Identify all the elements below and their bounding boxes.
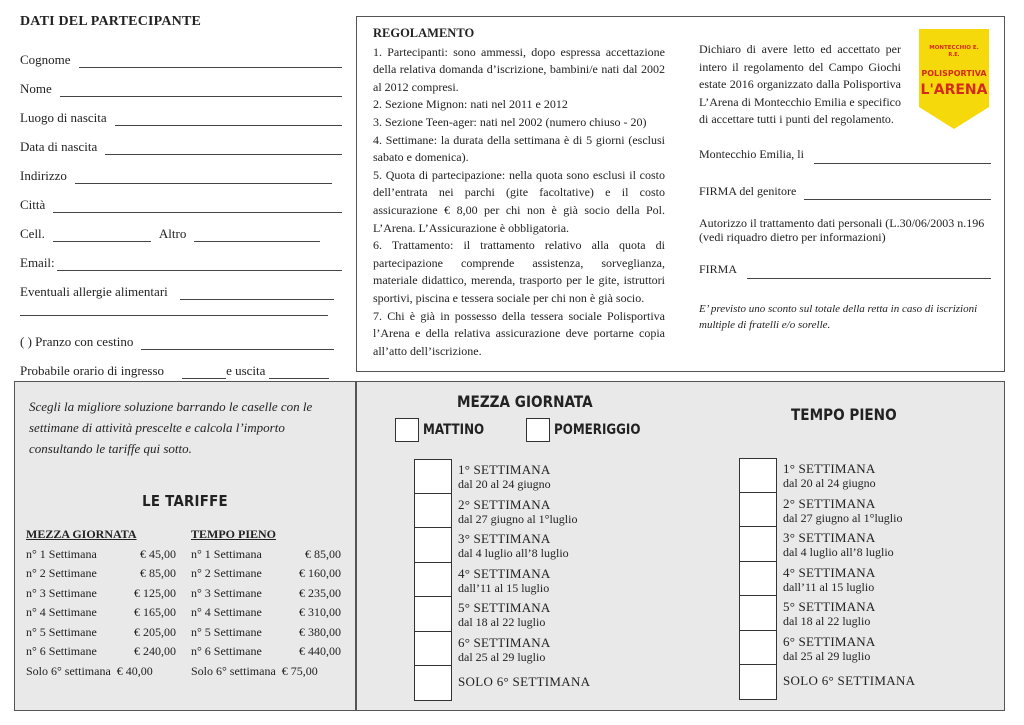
tariff-row	[191, 547, 341, 567]
tariff-label: n° 6 Settimane	[191, 644, 262, 658]
week-checkbox[interactable]	[414, 666, 452, 701]
allergie-label: Eventuali allergie alimentari	[20, 284, 168, 299]
tariff-label: n° 5 Settimane	[191, 624, 262, 639]
week-name: 1° SETTIMANA	[458, 462, 551, 477]
data-nascita-line[interactable]	[105, 143, 342, 155]
logo-middle-text: POLISPORTIVA	[921, 69, 987, 78]
tariff-price: € 85,00	[305, 546, 341, 561]
week-name: 4° SETTIMANA	[783, 564, 876, 580]
week-checkbox[interactable]	[739, 631, 777, 666]
week-name: 5° SETTIMANA	[458, 600, 551, 615]
week-option[interactable]	[414, 563, 590, 598]
orario-label: Probabile orario di ingresso	[20, 363, 165, 378]
tariff-row	[191, 605, 341, 625]
week-dates: dal 25 al 29 luglio	[458, 649, 546, 664]
tariff-price: € 75,00	[281, 663, 318, 678]
tariff-row	[26, 605, 176, 625]
tariff-row	[26, 664, 176, 684]
week-checkbox[interactable]	[739, 493, 777, 528]
pomeriggio-checkbox[interactable]	[526, 418, 550, 442]
participant-title: DATI DEL PARTECIPANTE	[20, 14, 202, 29]
citta-line[interactable]	[53, 201, 342, 213]
tariff-price: € 125,00	[134, 585, 176, 600]
tariff-row	[191, 644, 341, 664]
regolamento-column	[373, 25, 665, 360]
regolamento-item-2: 2. Sezione Mignon: nati nel 2011 e 2012	[373, 97, 568, 112]
cell-label: Cell.	[20, 226, 45, 241]
tariff-price: € 235,00	[299, 585, 341, 600]
luogo-nascita-line[interactable]	[115, 114, 342, 126]
week-checkbox[interactable]	[414, 563, 452, 598]
week-dates: dal 4 luglio all’8 luglio	[458, 546, 569, 560]
tariff-price: € 240,00	[134, 644, 176, 658]
pomeriggio-option[interactable]	[526, 418, 656, 442]
week-option[interactable]	[739, 527, 915, 562]
mezza-weeks-column	[414, 459, 590, 701]
citta-field[interactable]	[20, 184, 342, 213]
regolamento-item-5: 5. Quota di partecipazione: nella quota sono esclusi il costo dell’entrata nei parchi (gite facoltative) e il costo assicurazione € 8,00 per chi non è già socio della Pol. L’Arena. L’Assicurazione è obbligatoria.	[373, 167, 665, 235]
luogo-data-line[interactable]	[814, 153, 991, 164]
tariff-row	[191, 586, 341, 606]
week-option[interactable]	[414, 597, 590, 632]
sconto-note: E’ previsto uno sconto sul totale della retta in caso di iscrizioni multiple di fratelli e/o sorelle.	[699, 302, 978, 331]
indirizzo-line[interactable]	[75, 172, 332, 184]
week-option[interactable]	[739, 562, 915, 597]
mezza-tariffs-header: MEZZA GIORNATA	[26, 527, 137, 541]
data-nascita-label: Data di nascita	[20, 139, 98, 154]
tariff-price: € 40,00	[116, 663, 153, 678]
week-name: 3° SETTIMANA	[783, 530, 876, 545]
regolamento-box	[356, 16, 1005, 372]
nome-label: Nome	[20, 81, 52, 96]
regolamento-item-7: 7. Chi è già in possesso della tessera sociale Polisportiva l’Arena e della relativa assicurazione deve portarne copia all’atto dell’iscrizione.	[373, 308, 665, 358]
tariff-label: Solo 6° settimana	[191, 663, 276, 678]
tariff-price: € 310,00	[299, 605, 341, 619]
tariff-row	[191, 625, 341, 645]
luogo-data-row[interactable]	[699, 146, 991, 164]
week-name: 1° SETTIMANA	[783, 461, 876, 476]
pieno-tariffs-column	[191, 527, 341, 683]
cognome-label: Cognome	[20, 52, 71, 67]
week-checkbox[interactable]	[414, 459, 452, 494]
luogo-nascita-label: Luogo di nascita	[20, 110, 107, 125]
tariff-label: n° 5 Settimane	[26, 624, 97, 639]
tariff-label: n° 2 Settimane	[191, 566, 262, 580]
week-option[interactable]	[414, 494, 590, 529]
tariff-price: € 165,00	[134, 605, 176, 619]
tariff-row	[26, 644, 176, 664]
citta-label: Città	[20, 197, 46, 212]
week-option[interactable]	[739, 631, 915, 666]
altro-line[interactable]	[194, 230, 320, 242]
tariff-row	[26, 625, 176, 645]
allergie-field[interactable]	[20, 271, 342, 300]
mattino-label: MATTINO	[423, 422, 485, 438]
regolamento-item-1: 1. Partecipanti: sono ammessi, dopo espressa accettazione della relativa domanda d’iscrizione, bambini/e nati dal 2002 al 2012 compresi.	[373, 44, 665, 94]
autorizzo-text: Autorizzo il trattamento dati personali (L.30/06/2003 n.196 (vedi riquadro dietro per informazioni)	[699, 216, 985, 245]
orario-ingresso-line[interactable]	[182, 367, 226, 379]
week-option[interactable]	[414, 528, 590, 563]
week-name: 2° SETTIMANA	[783, 495, 876, 511]
orario-uscita-line[interactable]	[269, 367, 329, 379]
week-dates: dal 27 giugno al 1°luglio	[783, 510, 903, 525]
tariff-label: n° 1 Settimana	[191, 546, 262, 561]
week-name: 4° SETTIMANA	[458, 565, 551, 581]
week-dates: dall’11 al 15 luglio	[458, 580, 550, 595]
tempo-pieno-title: TEMPO PIENO	[791, 405, 897, 424]
polisportiva-arena-logo	[917, 27, 991, 131]
mattino-checkbox[interactable]	[395, 418, 419, 442]
pomeriggio-label: POMERIGGIO	[554, 422, 641, 438]
solo-week-label: SOLO 6° SETTIMANA	[458, 674, 591, 689]
indirizzo-field[interactable]	[20, 155, 342, 184]
logo-shield	[919, 29, 989, 129]
data-nascita-field[interactable]	[20, 126, 342, 155]
week-checkbox[interactable]	[739, 527, 777, 562]
allergie-extra-line[interactable]	[20, 302, 328, 316]
email-label: Email:	[20, 255, 55, 270]
tariff-price: € 160,00	[299, 566, 341, 580]
allergie-line[interactable]	[180, 288, 334, 300]
logo-sub-text: R.E.	[948, 52, 960, 58]
tariff-price: € 85,00	[140, 566, 176, 580]
tariff-label: n° 4 Settimane	[191, 605, 262, 619]
week-name: 5° SETTIMANA	[783, 599, 876, 614]
week-checkbox[interactable]	[414, 528, 452, 563]
week-dates: dal 4 luglio all’8 luglio	[783, 545, 894, 559]
tariff-price: € 45,00	[140, 546, 176, 561]
firma-genitore-line[interactable]	[804, 189, 991, 200]
allergie-extra-field[interactable]	[20, 300, 342, 316]
indirizzo-label: Indirizzo	[20, 168, 67, 183]
firma-row[interactable]	[699, 261, 991, 279]
solo-week-option[interactable]	[739, 665, 915, 700]
pranzo-field[interactable]	[20, 316, 342, 350]
logo-top-text: MONTECCHIO E.	[929, 45, 979, 51]
uscita-label: e uscita	[226, 363, 266, 378]
week-name: 3° SETTIMANA	[458, 531, 551, 546]
email-field[interactable]	[20, 242, 342, 271]
firma-line[interactable]	[747, 268, 991, 279]
solo-week-option[interactable]	[414, 666, 590, 701]
tariff-row	[191, 566, 341, 586]
firma-genitore-label: FIRMA del genitore	[699, 183, 797, 198]
week-option[interactable]	[739, 458, 915, 493]
participant-section	[20, 14, 342, 379]
pieno-weeks-column	[739, 458, 915, 700]
pranzo-line[interactable]	[141, 338, 334, 350]
week-checkbox[interactable]	[414, 632, 452, 667]
solo-week-label: SOLO 6° SETTIMANA	[783, 673, 916, 688]
tariff-label: n° 1 Settimana	[26, 546, 97, 561]
regolamento-title: REGOLAMENTO	[373, 26, 475, 40]
week-checkbox[interactable]	[414, 597, 452, 632]
week-option[interactable]	[739, 493, 915, 528]
orario-field[interactable]	[20, 350, 342, 379]
week-name: 2° SETTIMANA	[458, 496, 551, 512]
week-checkbox[interactable]	[739, 665, 777, 700]
luogo-nascita-field[interactable]	[20, 97, 342, 126]
nome-line[interactable]	[60, 85, 342, 97]
logo-name-text: L'ARENA	[920, 82, 988, 98]
week-checkbox[interactable]	[739, 596, 777, 631]
week-checkbox[interactable]	[739, 562, 777, 597]
tariff-row	[26, 566, 176, 586]
mezza-tariffs-column	[26, 527, 176, 683]
pranzo-label: ( ) Pranzo con cestino	[20, 334, 134, 349]
tariffs-title: LE TARIFFE	[142, 492, 228, 510]
tariff-price: € 380,00	[299, 624, 341, 639]
tariff-label: n° 3 Settimane	[191, 585, 262, 600]
week-dates: dal 20 al 24 giugno	[458, 477, 551, 491]
altro-label: Altro	[158, 226, 187, 241]
tariff-label: n° 3 Settimane	[26, 585, 97, 600]
week-checkbox[interactable]	[414, 494, 452, 529]
tariff-price: € 205,00	[134, 624, 176, 639]
nome-field[interactable]	[20, 68, 342, 97]
week-dates: dal 18 al 22 luglio	[458, 615, 546, 629]
tariff-row	[26, 586, 176, 606]
firma-genitore-row[interactable]	[699, 183, 991, 201]
selection-box	[356, 381, 1005, 711]
week-dates: dal 20 al 24 giugno	[783, 476, 876, 490]
week-name: 6° SETTIMANA	[783, 633, 876, 649]
declaration-text: Dichiaro di avere letto ed accettato per intero il regolamento del Campo Giochi estate 2016 organizzato dalla Polisportiva L’Arena di Montecchio Emilia e specifico di accettare tutti i punti del regolamento.	[699, 42, 901, 127]
week-name: 6° SETTIMANA	[458, 634, 551, 650]
tariff-label: n° 4 Settimane	[26, 605, 97, 619]
week-dates: dal 27 giugno al 1°luglio	[458, 511, 578, 526]
tariff-row	[26, 547, 176, 567]
luogo-data-label: Montecchio Emilia, li	[699, 146, 804, 161]
week-dates: dall’11 al 15 luglio	[783, 579, 875, 594]
regolamento-item-6: 6. Trattamento: il trattamento relativo alla quota di partecipazione comprende assistenza, sorveglianza, materiale didattico, merenda, trasporto per le gite, istruttori sportivi, piscina e tessera sociale per chi non è già socio.	[373, 238, 665, 305]
week-dates: dal 25 al 29 luglio	[783, 648, 871, 663]
cell-field[interactable]	[20, 213, 342, 242]
tariffs-box	[14, 381, 356, 711]
tariff-price: € 440,00	[299, 644, 341, 658]
regolamento-item-4: 4. Settimane: la durata della settimana è di 5 giorni (esclusi sabato e domenica).	[373, 132, 665, 165]
week-option[interactable]	[414, 632, 590, 667]
week-dates: dal 18 al 22 luglio	[783, 614, 871, 628]
week-option[interactable]	[414, 459, 590, 494]
email-line[interactable]	[57, 259, 342, 271]
regolamento-item-3: 3. Sezione Teen-ager: nati nel 2002 (numero chiuso - 20)	[373, 114, 647, 129]
cognome-field[interactable]	[20, 39, 342, 68]
tariff-row	[191, 664, 341, 684]
pieno-tariffs-header: TEMPO PIENO	[191, 527, 277, 541]
firma-label: FIRMA	[699, 262, 738, 277]
week-option[interactable]	[739, 596, 915, 631]
cell-line[interactable]	[53, 230, 151, 242]
cognome-line[interactable]	[79, 56, 342, 68]
week-checkbox[interactable]	[739, 458, 777, 493]
tariff-label: n° 2 Settimane	[26, 566, 97, 580]
tariffs-intro: Scegli la migliore soluzione barrando le caselle con le settimane di attività prescelte e calcola l’importo consultando le tariffe qui sotto.	[29, 399, 313, 456]
mezza-giornata-title: MEZZA GIORNATA	[457, 392, 593, 411]
tariff-label: n° 6 Settimane	[26, 644, 97, 658]
tariff-label: Solo 6° settimana	[26, 663, 111, 678]
mattino-option[interactable]	[395, 418, 495, 442]
